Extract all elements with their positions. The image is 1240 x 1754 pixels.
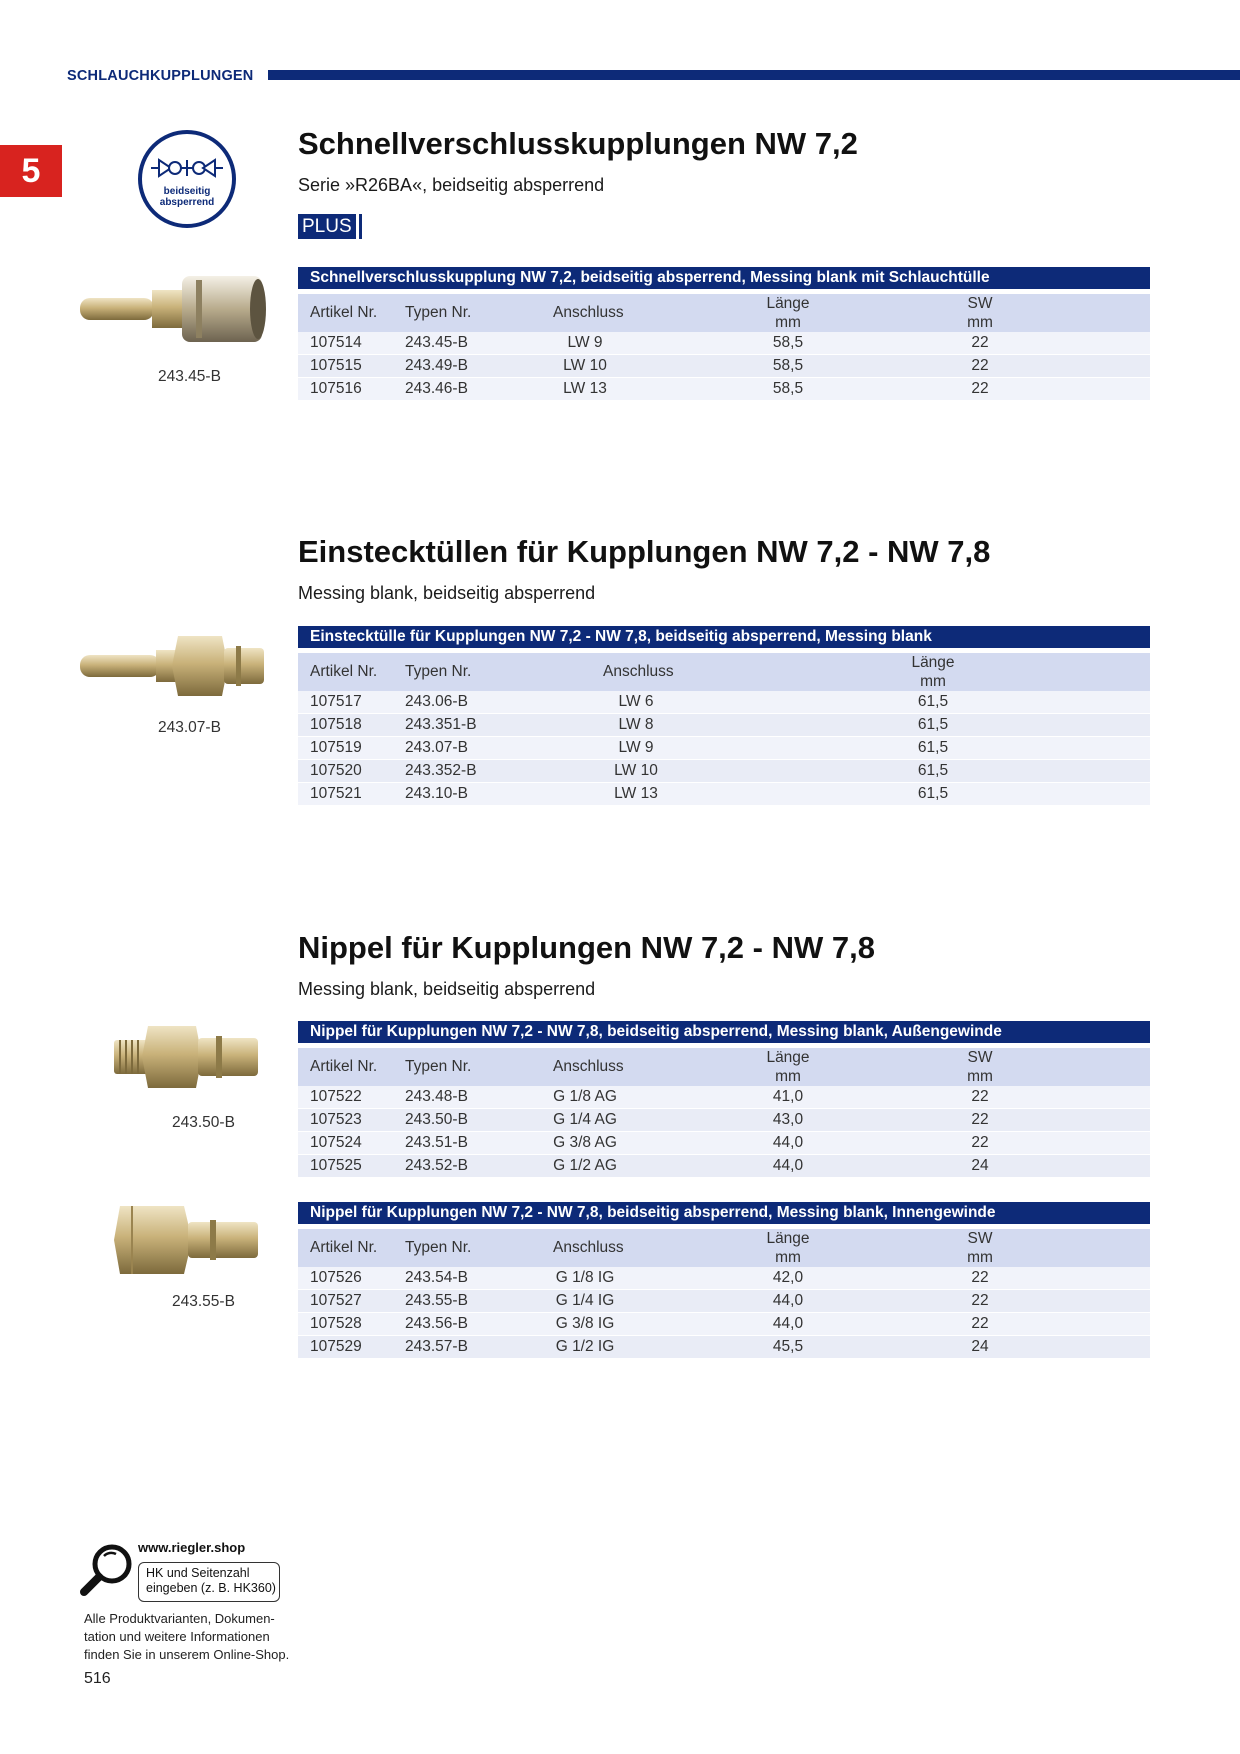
header-bar: [268, 70, 1240, 80]
chapter-tab: 5: [0, 145, 62, 197]
col-anschluss: Anschluss: [553, 304, 624, 321]
cell-anschluss: LW 10: [614, 762, 658, 779]
table-row: [298, 1155, 1150, 1178]
coupling-symbol-icon: [151, 154, 223, 182]
website-link[interactable]: www.riegler.shop: [138, 1540, 246, 1555]
cell-laenge: 58,5: [772, 334, 804, 351]
col-laenge: [766, 294, 809, 332]
table-header: [298, 1048, 1150, 1086]
cell-typen: 243.57-B: [405, 1338, 468, 1355]
footer-info-line3: finden Sie in unserem Online-Shop.: [84, 1647, 290, 1662]
section3-subtitle: Messing blank, beidseitig absperrend: [298, 979, 596, 999]
cell-typen: 243.07-B: [405, 739, 468, 756]
nipple-female-thread-image: [112, 1202, 262, 1278]
cell-artikel: 107526: [310, 1269, 362, 1286]
table-title: Nippel für Kupplungen NW 7,2 - NW 7,8, beidseitig absperrend, Messing blank, Außengewinde: [298, 1021, 1150, 1043]
badge-line1: beidseitig: [163, 186, 211, 197]
cell-sw: 22: [971, 1134, 989, 1151]
table-header: [298, 653, 1150, 691]
table-row: [298, 1336, 1150, 1359]
table-schnellverschlusskupplung: [298, 267, 1150, 401]
table-row: [298, 1267, 1150, 1290]
cell-artikel: 107523: [310, 1111, 362, 1128]
col-laenge-label: Länge: [766, 295, 810, 312]
cell-artikel: 107518: [310, 716, 362, 733]
cell-artikel: 107520: [310, 762, 362, 779]
table-row: [298, 783, 1150, 806]
cell-typen: 243.46-B: [405, 380, 468, 397]
plus-bar: [359, 214, 362, 239]
cell-artikel: 107528: [310, 1315, 362, 1332]
double-shutoff-badge-icon: [138, 130, 236, 228]
cell-sw: 22: [971, 1292, 989, 1309]
cell-anschluss: G 1/2 AG: [553, 1157, 617, 1174]
cell-laenge: 61,5: [917, 785, 949, 802]
cell-laenge: 58,5: [772, 380, 804, 397]
table-nippel-aussengewinde: [298, 1021, 1150, 1178]
badge-line2: absperrend: [159, 197, 215, 208]
cell-sw: 22: [971, 334, 989, 351]
cell-typen: 243.49-B: [405, 357, 468, 374]
table-row: [298, 1313, 1150, 1336]
col-sw-unit: mm: [967, 1068, 993, 1085]
cell-laenge: 44,0: [772, 1315, 804, 1332]
cell-sw: 22: [971, 380, 989, 397]
cell-artikel: 107521: [310, 785, 362, 802]
plug-nipple-hose-tail-image: [78, 628, 268, 704]
col-sw-label: SW: [967, 295, 993, 312]
col-sw-label: SW: [967, 1049, 993, 1066]
cell-anschluss: G 1/4 AG: [553, 1111, 617, 1128]
cell-typen: 243.352-B: [405, 762, 477, 779]
table-row: [298, 332, 1150, 355]
cell-laenge: 61,5: [917, 716, 949, 733]
table-row: [298, 737, 1150, 760]
cell-typen: 243.56-B: [405, 1315, 468, 1332]
cell-artikel: 107529: [310, 1338, 362, 1355]
table-body: [298, 1267, 1150, 1359]
cell-typen: 243.48-B: [405, 1088, 468, 1105]
cell-anschluss: G 1/8 IG: [555, 1269, 615, 1286]
col-sw: [967, 1229, 993, 1267]
cell-artikel: 107527: [310, 1292, 362, 1309]
cell-laenge: 58,5: [772, 357, 804, 374]
magnifier-icon: [78, 1542, 136, 1598]
col-artikel: Artikel Nr.: [310, 304, 378, 321]
cell-laenge: 42,0: [772, 1269, 804, 1286]
col-typen: Typen Nr.: [405, 1239, 472, 1256]
cell-sw: 22: [971, 1111, 989, 1128]
cell-laenge: 44,0: [772, 1134, 804, 1151]
image4-caption: 243.55-B: [172, 1293, 235, 1310]
table-row: [298, 1109, 1150, 1132]
table-row: [298, 355, 1150, 378]
col-laenge: [911, 653, 954, 691]
cell-typen: 243.52-B: [405, 1157, 468, 1174]
page-number: 516: [84, 1670, 111, 1687]
col-laenge-unit: mm: [920, 673, 946, 690]
cell-laenge: 45,5: [772, 1338, 804, 1355]
cell-anschluss: LW 9: [567, 334, 603, 351]
cell-sw: 24: [971, 1338, 989, 1355]
cell-anschluss: LW 6: [618, 693, 654, 710]
nipple-male-thread-image: [112, 1020, 262, 1094]
table-header: [298, 1229, 1150, 1267]
col-laenge-unit: mm: [775, 1249, 801, 1266]
col-laenge: [766, 1229, 809, 1267]
table-nippel-innengewinde: [298, 1202, 1150, 1359]
cell-anschluss: LW 9: [618, 739, 654, 756]
table-row: [298, 1290, 1150, 1313]
footer-info: [84, 1610, 304, 1664]
cell-laenge: 44,0: [772, 1292, 804, 1309]
plus-label: PLUS: [298, 214, 356, 239]
cell-artikel: 107519: [310, 739, 362, 756]
hk-search-hint: [138, 1562, 280, 1602]
cell-laenge: 43,0: [772, 1111, 804, 1128]
footer-info-line2: tation und weitere Informationen: [84, 1629, 270, 1644]
cell-sw: 24: [971, 1157, 989, 1174]
table-row: [298, 714, 1150, 737]
col-laenge-label: Länge: [766, 1230, 810, 1247]
cell-anschluss: G 1/4 IG: [555, 1292, 615, 1309]
cell-typen: 243.45-B: [405, 334, 468, 351]
cell-artikel: 107524: [310, 1134, 362, 1151]
cell-typen: 243.54-B: [405, 1269, 468, 1286]
col-anschluss: Anschluss: [603, 663, 674, 680]
col-anschluss: Anschluss: [553, 1239, 624, 1256]
table-header: [298, 294, 1150, 332]
table-title: Schnellverschlusskupplung NW 7,2, beidseitig absperrend, Messing blank mit Schlauchtülle: [298, 267, 1150, 289]
col-typen: Typen Nr.: [405, 663, 472, 680]
cell-artikel: 107522: [310, 1088, 362, 1105]
cell-typen: 243.50-B: [405, 1111, 468, 1128]
image3-caption: 243.50-B: [172, 1114, 235, 1131]
cell-artikel: 107516: [310, 380, 362, 397]
cell-typen: 243.55-B: [405, 1292, 468, 1309]
table-title: Einstecktülle für Kupplungen NW 7,2 - NW 7,8, beidseitig absperrend, Messing blank: [298, 626, 1150, 648]
section1-subtitle: Serie »R26BA«, beidseitig absperrend: [298, 175, 605, 195]
footer-info-line1: Alle Produktvarianten, Dokumen-: [84, 1611, 275, 1626]
coupling-hose-tail-image: [78, 272, 268, 346]
cell-anschluss: LW 10: [563, 357, 607, 374]
cell-anschluss: LW 8: [618, 716, 654, 733]
col-laenge: [766, 1048, 809, 1086]
cell-laenge: 61,5: [917, 739, 949, 756]
cell-typen: 243.51-B: [405, 1134, 468, 1151]
hk-line2: eingeben (z. B. HK360): [146, 1581, 276, 1595]
cell-sw: 22: [971, 357, 989, 374]
table-body: [298, 691, 1150, 806]
table-title: Nippel für Kupplungen NW 7,2 - NW 7,8, beidseitig absperrend, Messing blank, Innengewinde: [298, 1202, 1150, 1224]
cell-typen: 243.06-B: [405, 693, 468, 710]
cell-typen: 243.10-B: [405, 785, 468, 802]
cell-anschluss: G 1/2 IG: [555, 1338, 615, 1355]
table-row: [298, 1132, 1150, 1155]
image2-caption: 243.07-B: [158, 719, 221, 736]
col-sw-unit: mm: [967, 1249, 993, 1266]
table-row: [298, 691, 1150, 714]
table-body: [298, 1086, 1150, 1178]
table-row: [298, 760, 1150, 783]
section2-title: Einstecktüllen für Kupplungen NW 7,2 - NW 7,8: [298, 534, 991, 569]
col-laenge-label: Länge: [911, 654, 955, 671]
col-typen: Typen Nr.: [405, 1058, 472, 1075]
col-laenge-label: Länge: [766, 1049, 810, 1066]
col-artikel: Artikel Nr.: [310, 663, 378, 680]
cell-anschluss: LW 13: [614, 785, 658, 802]
cell-laenge: 61,5: [917, 762, 949, 779]
cell-artikel: 107515: [310, 357, 362, 374]
cell-laenge: 44,0: [772, 1157, 804, 1174]
col-artikel: Artikel Nr.: [310, 1239, 378, 1256]
cell-laenge: 41,0: [772, 1088, 804, 1105]
cell-artikel: 107514: [310, 334, 362, 351]
section2-subtitle: Messing blank, beidseitig absperrend: [298, 583, 596, 603]
col-sw: [967, 1048, 993, 1086]
col-sw-unit: mm: [967, 314, 993, 331]
cell-artikel: 107517: [310, 693, 362, 710]
table-row: [298, 1086, 1150, 1109]
cell-anschluss: G 3/8 AG: [553, 1134, 617, 1151]
cell-anschluss: G 1/8 AG: [553, 1088, 617, 1105]
cell-laenge: 61,5: [917, 693, 949, 710]
section1-title: Schnellverschlusskupplungen NW 7,2: [298, 126, 858, 161]
col-artikel: Artikel Nr.: [310, 1058, 378, 1075]
table-einstecktuelle: [298, 626, 1150, 806]
col-sw: [967, 294, 993, 332]
cell-artikel: 107525: [310, 1157, 362, 1174]
section3-title: Nippel für Kupplungen NW 7,2 - NW 7,8: [298, 930, 875, 965]
hk-line1: HK und Seitenzahl: [146, 1566, 250, 1580]
plus-badge: [298, 214, 362, 239]
table-row: [298, 378, 1150, 401]
cell-typen: 243.351-B: [405, 716, 477, 733]
cell-sw: 22: [971, 1088, 989, 1105]
col-laenge-unit: mm: [775, 1068, 801, 1085]
category-title: SCHLAUCHKUPPLUNGEN: [67, 68, 254, 84]
image1-caption: 243.45-B: [158, 368, 221, 385]
cell-anschluss: LW 13: [563, 380, 607, 397]
col-sw-label: SW: [967, 1230, 993, 1247]
col-anschluss: Anschluss: [553, 1058, 624, 1075]
cell-sw: 22: [971, 1269, 989, 1286]
table-body: [298, 332, 1150, 401]
col-typen: Typen Nr.: [405, 304, 472, 321]
col-laenge-unit: mm: [775, 314, 801, 331]
cell-sw: 22: [971, 1315, 989, 1332]
cell-anschluss: G 3/8 IG: [555, 1315, 615, 1332]
